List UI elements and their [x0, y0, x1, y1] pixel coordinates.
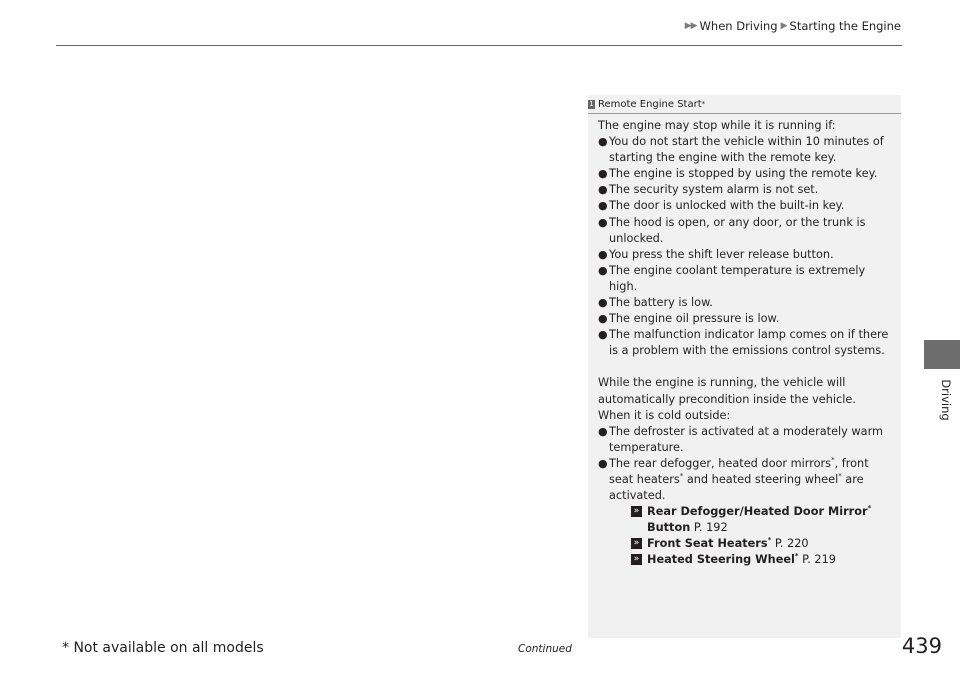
bullet-icon: ●	[598, 424, 608, 438]
list-item-text: The hood is open, or any door, or the trunk is unlocked.	[609, 215, 866, 245]
double-arrow-icon: ▶▶	[684, 21, 697, 31]
bullet-icon: ●	[598, 215, 608, 229]
sidebar-note-header: 1 Remote Engine Start *	[588, 95, 901, 114]
breadcrumb	[685, 19, 901, 33]
cross-reference-icon: »	[631, 506, 642, 517]
list-item	[598, 424, 896, 456]
list-item-text: The rear defogger, heated door mirrors*, front seat heaters* and heated steering wheel* are activated.	[609, 456, 869, 503]
list-item-text: The battery is low.	[609, 296, 713, 310]
cold-outside-text: When it is cold outside:	[598, 408, 731, 422]
breadcrumb-page[interactable]: Starting the Engine	[789, 19, 901, 33]
list-item-text: The engine is stopped by using the remote key.	[609, 167, 878, 181]
cross-reference-link[interactable]: » Front Seat Heaters* P. 220	[598, 536, 896, 552]
bullet-icon: ●	[598, 312, 608, 326]
bullet-icon: ●	[598, 135, 608, 149]
header-divider	[56, 45, 902, 46]
cross-reference-link[interactable]: » Heated Steering Wheel* P. 219	[598, 552, 896, 568]
list-item	[598, 198, 896, 214]
list-item	[598, 456, 896, 504]
bullet-icon: ●	[598, 183, 608, 197]
sidebar-note-title: Remote Engine Start	[598, 98, 702, 110]
list-item-text: The malfunction indicator lamp comes on if there is a problem with the emissions control systems.	[609, 328, 889, 358]
list-item-text: You press the shift lever release button.	[609, 247, 834, 261]
list-item-text: You do not start the vehicle within 10 minutes of starting the engine with the remote key.	[609, 135, 884, 165]
list-item	[598, 166, 896, 182]
bullet-icon: ●	[598, 263, 608, 277]
list-item-text: The engine coolant temperature is extremely high.	[609, 263, 866, 293]
bullet-icon: ●	[598, 167, 608, 181]
arrow-icon: ▶	[780, 21, 788, 31]
page-number: 439	[901, 634, 942, 658]
cross-reference-icon: »	[631, 538, 642, 549]
intro-text: The engine may stop while it is running if:	[598, 119, 836, 132]
list-item	[598, 263, 896, 295]
chapter-label: Driving	[939, 379, 953, 421]
cross-reference-link[interactable]: » Rear Defogger/Heated Door Mirror* Button P. 192	[598, 504, 896, 536]
list-item-text: The security system alarm is not set.	[609, 183, 819, 197]
list-item	[598, 134, 896, 166]
list-item-text: The defroster is activated at a moderately warm temperature.	[609, 424, 884, 454]
bullet-icon: ●	[598, 199, 608, 213]
chapter-tab[interactable]	[924, 340, 960, 369]
list-item	[598, 311, 896, 327]
breadcrumb-section[interactable]: When Driving	[699, 19, 778, 33]
list-item	[598, 215, 896, 247]
list-item	[598, 327, 896, 359]
list-item	[598, 295, 896, 311]
bullet-icon: ●	[598, 296, 608, 310]
continued-label: Continued	[518, 643, 572, 655]
list-item-text: The engine oil pressure is low.	[609, 312, 780, 326]
list-item	[598, 182, 896, 198]
precondition-text: While the engine is running, the vehicle will automatically precondition inside the vehicle.	[598, 376, 856, 406]
cross-reference-icon: »	[631, 554, 642, 565]
bullet-icon: ●	[598, 247, 608, 261]
bullet-icon: ●	[598, 328, 608, 342]
sidebar-note-body	[598, 118, 896, 569]
sidebar-note	[588, 95, 901, 638]
footnote: * Not available on all models	[62, 640, 264, 656]
bullet-icon: ●	[598, 456, 608, 470]
list-item-text: The door is unlocked with the built-in key.	[609, 199, 845, 213]
list-item	[598, 247, 896, 263]
note-marker-icon: 1	[589, 99, 594, 108]
